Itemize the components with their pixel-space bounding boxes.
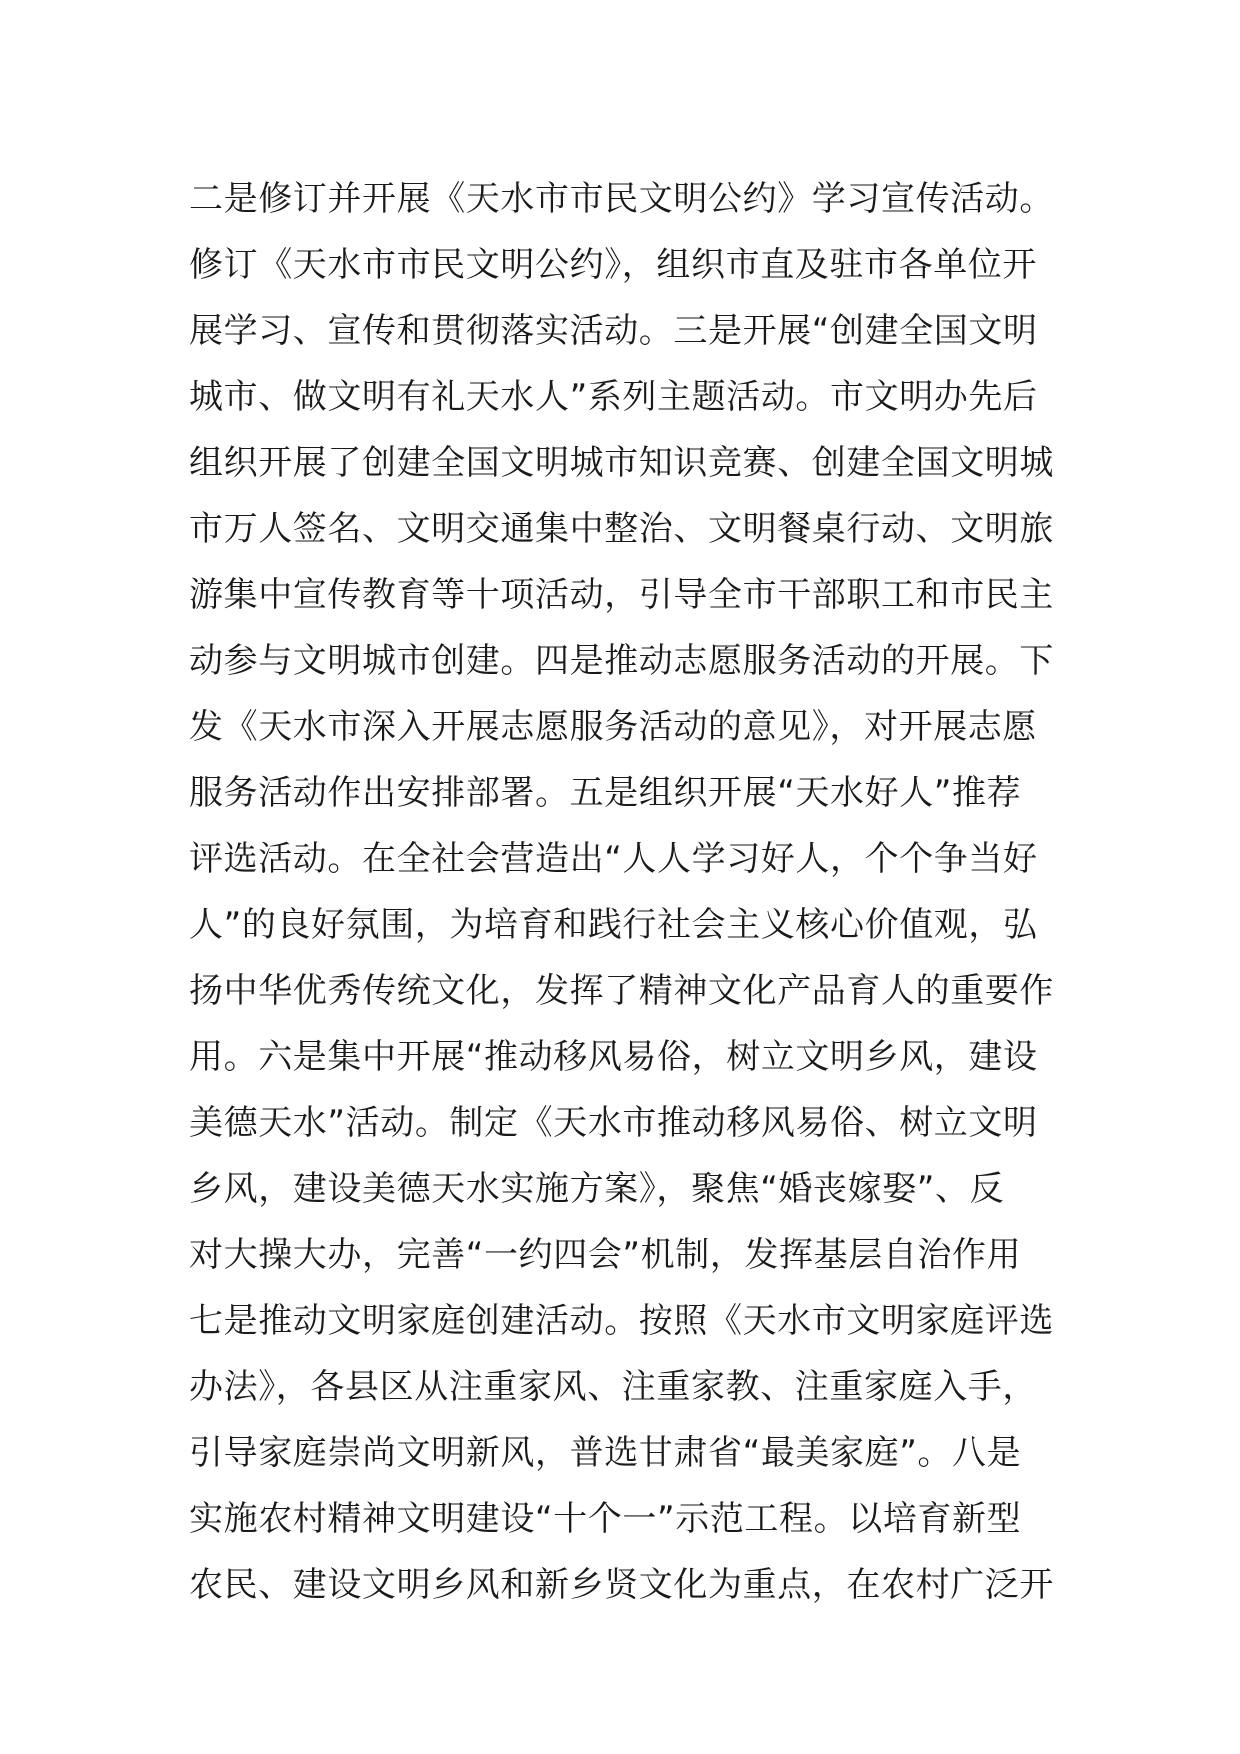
text-line: 城市、做文明有礼天水人”系列主题活动。市文明办先后 [189,377,1038,417]
text-line: 用。六是集中开展“推动移风易俗，树立文明乡风，建设 [189,1037,1038,1077]
text-line: 修订《天水市市民文明公约》，组织市直及驻市各单位开 [189,245,1037,285]
text-line: 展学习、宣传和贯彻落实活动。三是开展“创建全国文明 [189,311,1038,351]
text-line: 对大操大办，完善“一约四会”机制，发挥基层自治作用 [189,1235,1022,1275]
text-line: 引导家庭崇尚文明新风，普选甘肃省“最美家庭”。八是 [189,1433,1022,1473]
text-line: 实施农村精神文明建设“十个一”示范工程。以培育新型 [189,1499,1022,1539]
text-line: 扬中华优秀传统文化，发挥了精神文化产品育人的重要作 [189,971,1054,1011]
text-line: 二是修订并开展《天水市市民文明公约》学习宣传活动。 [189,179,1054,219]
text-line: 发《天水市深入开展志愿服务活动的意见》，对开展志愿 [189,707,1037,747]
text-line: 游集中宣传教育等十项活动，引导全市干部职工和市民主 [189,575,1054,615]
text-line: 办法》，各县区从注重家风、注重家教、注重家庭入手， [189,1367,1037,1407]
text-line: 人”的良好氛围，为培育和践行社会主义核心价值观，弘 [189,905,1038,945]
text-line: 乡风，建设美德天水实施方案》，聚焦“婚丧嫁娶”、反 [189,1169,1005,1209]
text-line: 市万人签名、文明交通集中整治、文明餐桌行动、文明旅 [189,509,1054,549]
text-line: 七是推动文明家庭创建活动。按照《天水市文明家庭评选 [189,1301,1054,1341]
text-line: 美德天水”活动。制定《天水市推动移风易俗、树立文明 [189,1103,1038,1143]
text-line: 动参与文明城市创建。四是推动志愿服务活动的开展。下 [189,641,1054,681]
text-line: 组织开展了创建全国文明城市知识竞赛、创建全国文明城 [189,443,1054,483]
text-line: 农民、建设文明乡风和新乡贤文化为重点，在农村广泛开 [189,1565,1054,1605]
body-text [189,166,1069,1618]
text-line: 评选活动。在全社会营造出“人人学习好人，个个争当好 [189,839,1038,879]
text-line: 服务活动作出安排部署。五是组织开展“天水好人”推荐 [189,773,1022,813]
